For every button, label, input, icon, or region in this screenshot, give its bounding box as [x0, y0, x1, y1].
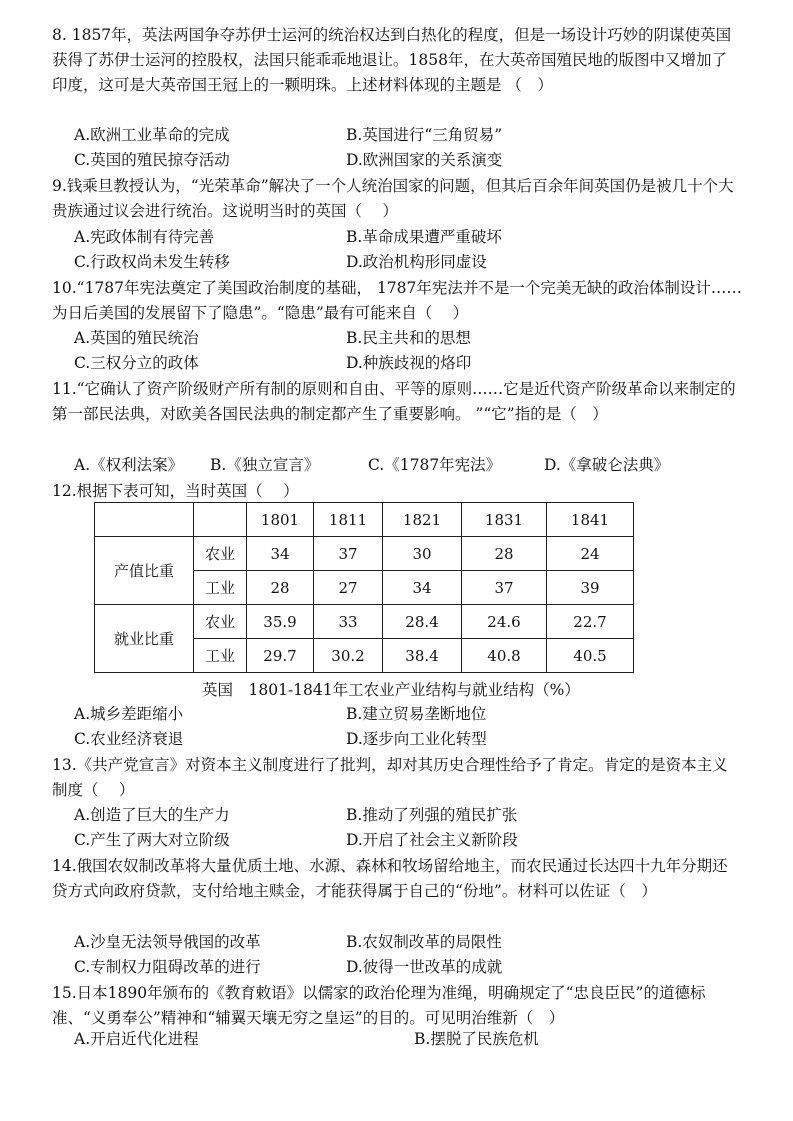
year-header: 1801: [247, 503, 314, 537]
question-text: 8. 1857年，英法两国争夺苏伊士运河的统治权达到白热化的程度，但是一场设计巧妙的阴谋使英国获得了苏伊士运河的控股权，法国只能乖乖地退让。1858年，在大英帝国殖民地的版图中又增加了印度，这可是大英帝国王冠上的一颗明珠。上述材料体现的主题是 （ ）: [52, 26, 732, 94]
table-cell: 30.2: [314, 639, 383, 673]
table-cell: 38.4: [383, 639, 462, 673]
table-cell: 37: [462, 571, 547, 605]
table-cell: 29.7: [247, 639, 314, 673]
table-cell: 35.9: [247, 605, 314, 639]
option-c[interactable]: C.行政权尚未发生转移: [74, 253, 230, 271]
option-a[interactable]: A.沙皇无法领导俄国的改革: [74, 933, 261, 951]
question-text: 13.《共产党宣言》对资本主义制度进行了批判，却对其历史合理性给予了肯定。肯定的是资本主义制度（ ）: [52, 756, 728, 799]
option-a[interactable]: A.城乡差距缩小: [74, 705, 184, 723]
question-8: [52, 23, 742, 98]
option-a[interactable]: A.《权利法案》: [74, 456, 184, 474]
option-d[interactable]: D.逐步向工业化转型: [346, 730, 487, 748]
table-cell: 39: [547, 571, 634, 605]
table-cell: 30: [383, 537, 462, 571]
question-text: 15.日本1890年颁布的《教育敕语》以儒家的政治伦理为准绳，明确规定了“忠良臣民”的道德标准、“义勇奉公”精神和“辅翼天壤无穷之皇运”的目的。可见明治维新（ ）: [52, 984, 706, 1027]
table-cell: 34: [247, 537, 314, 571]
option-d[interactable]: D.《拿破仑法典》: [544, 456, 670, 474]
table-header-row: [95, 503, 634, 537]
option-b[interactable]: B.革命成果遭严重破坏: [346, 228, 502, 246]
table-cell: 28: [247, 571, 314, 605]
option-c[interactable]: C.产生了两大对立阶级: [74, 831, 230, 849]
table-row: [95, 605, 634, 639]
structure-table: [94, 502, 634, 673]
table-row: [95, 537, 634, 571]
year-header: 1841: [547, 503, 634, 537]
option-c[interactable]: C.专制权力阻碍改革的进行: [74, 958, 261, 976]
question-text: 12.根据下表可知，当时英国（ ）: [52, 482, 299, 500]
question-15-options: [74, 1027, 714, 1052]
question-13: [52, 753, 742, 803]
question-13-options: [74, 803, 714, 853]
year-header: 1821: [383, 503, 462, 537]
table-cell: 22.7: [547, 605, 634, 639]
option-a[interactable]: A.英国的殖民统治: [74, 329, 199, 347]
option-b[interactable]: B.摆脱了民族危机: [414, 1030, 539, 1048]
option-a[interactable]: A.宪政体制有待完善: [74, 228, 215, 246]
option-c[interactable]: C.英国的殖民掠夺活动: [74, 151, 230, 169]
question-11: [52, 377, 742, 427]
table-cell: 24: [547, 537, 634, 571]
option-d[interactable]: D.彼得一世改革的成就: [346, 958, 503, 976]
option-c[interactable]: C.《1787年宪法》: [368, 456, 502, 474]
question-9-options: [74, 225, 714, 275]
table-cell: 34: [383, 571, 462, 605]
question-12: [52, 479, 742, 504]
table-cell: 27: [314, 571, 383, 605]
table-cell: 28.4: [383, 605, 462, 639]
row-label: 工业: [194, 639, 247, 673]
question-text: 9.钱乘旦教授认为，“光荣革命”解决了一个人统治国家的问题，但其后百余年间英国仍是被几十个大贵族通过议会进行统治。这说明当时的英国（ ）: [52, 177, 734, 220]
group-label: 就业比重: [95, 605, 194, 673]
table-cell: 40.8: [462, 639, 547, 673]
option-a[interactable]: A.开启近代化进程: [74, 1030, 199, 1048]
group-label: 产值比重: [95, 537, 194, 605]
option-b[interactable]: B.农奴制改革的局限性: [346, 933, 502, 951]
table-caption: 英国 1801-1841年工农业产业结构与就业结构（%）: [202, 681, 580, 699]
question-10-options: [74, 326, 714, 376]
option-b[interactable]: B.推动了列强的殖民扩张: [346, 806, 518, 824]
option-d[interactable]: D.政治机构形同虚设: [346, 253, 487, 271]
option-c[interactable]: C.农业经济衰退: [74, 730, 184, 748]
question-text: 10.“1787年宪法奠定了美国政治制度的基础， 1787年宪法并不是一个完美无缺的政治体制设计……为日后美国的发展留下了隐患”。“隐患”最有可能来自（ ）: [52, 279, 742, 322]
table-cell: 24.6: [462, 605, 547, 639]
option-a[interactable]: A.创造了巨大的生产力: [74, 806, 230, 824]
row-label: 工业: [194, 571, 247, 605]
option-b[interactable]: B.《独立宣言》: [210, 456, 320, 474]
table-corner-cell: [194, 503, 247, 537]
question-text: 14.俄国农奴制改革将大量优质土地、水源、森林和牧场留给地主，而农民通过长达四十九年分期还贷方式向政府贷款，支付给地主赎金，才能获得属于自己的“份地”。材料可以佐证（ ）: [52, 857, 728, 900]
question-text: 11.“它确认了资产阶级财产所有制的原则和自由、平等的原则……它是近代资产阶级革命以来制定的第一部民法典，对欧美各国民法典的制定都产生了重要影响。 ”“它”指的是（ ）: [52, 380, 736, 423]
table-cell: 28: [462, 537, 547, 571]
question-15: [52, 981, 742, 1031]
question-14-options: [74, 930, 714, 980]
table-cell: 40.5: [547, 639, 634, 673]
option-b[interactable]: B.英国进行“三角贸易”: [346, 126, 503, 144]
option-b[interactable]: B.民主共和的思想: [346, 329, 471, 347]
table-cell: 33: [314, 605, 383, 639]
year-header: 1831: [462, 503, 547, 537]
option-a[interactable]: A.欧洲工业革命的完成: [74, 126, 230, 144]
table-cell: 37: [314, 537, 383, 571]
question-11-options: [74, 453, 714, 478]
option-d[interactable]: D.种族歧视的烙印: [346, 354, 472, 372]
question-8-options: [74, 123, 714, 173]
row-label: 农业: [194, 605, 247, 639]
table-corner-cell: [95, 503, 194, 537]
question-10: [52, 276, 742, 326]
option-b[interactable]: B.建立贸易垄断地位: [346, 705, 487, 723]
option-d[interactable]: D.欧洲国家的关系演变: [346, 151, 503, 169]
option-c[interactable]: C.三权分立的政体: [74, 354, 199, 372]
row-label: 农业: [194, 537, 247, 571]
question-12-options: [74, 702, 714, 752]
option-d[interactable]: D.开启了社会主义新阶段: [346, 831, 518, 849]
year-header: 1811: [314, 503, 383, 537]
question-9: [52, 174, 742, 224]
question-14: [52, 854, 742, 904]
